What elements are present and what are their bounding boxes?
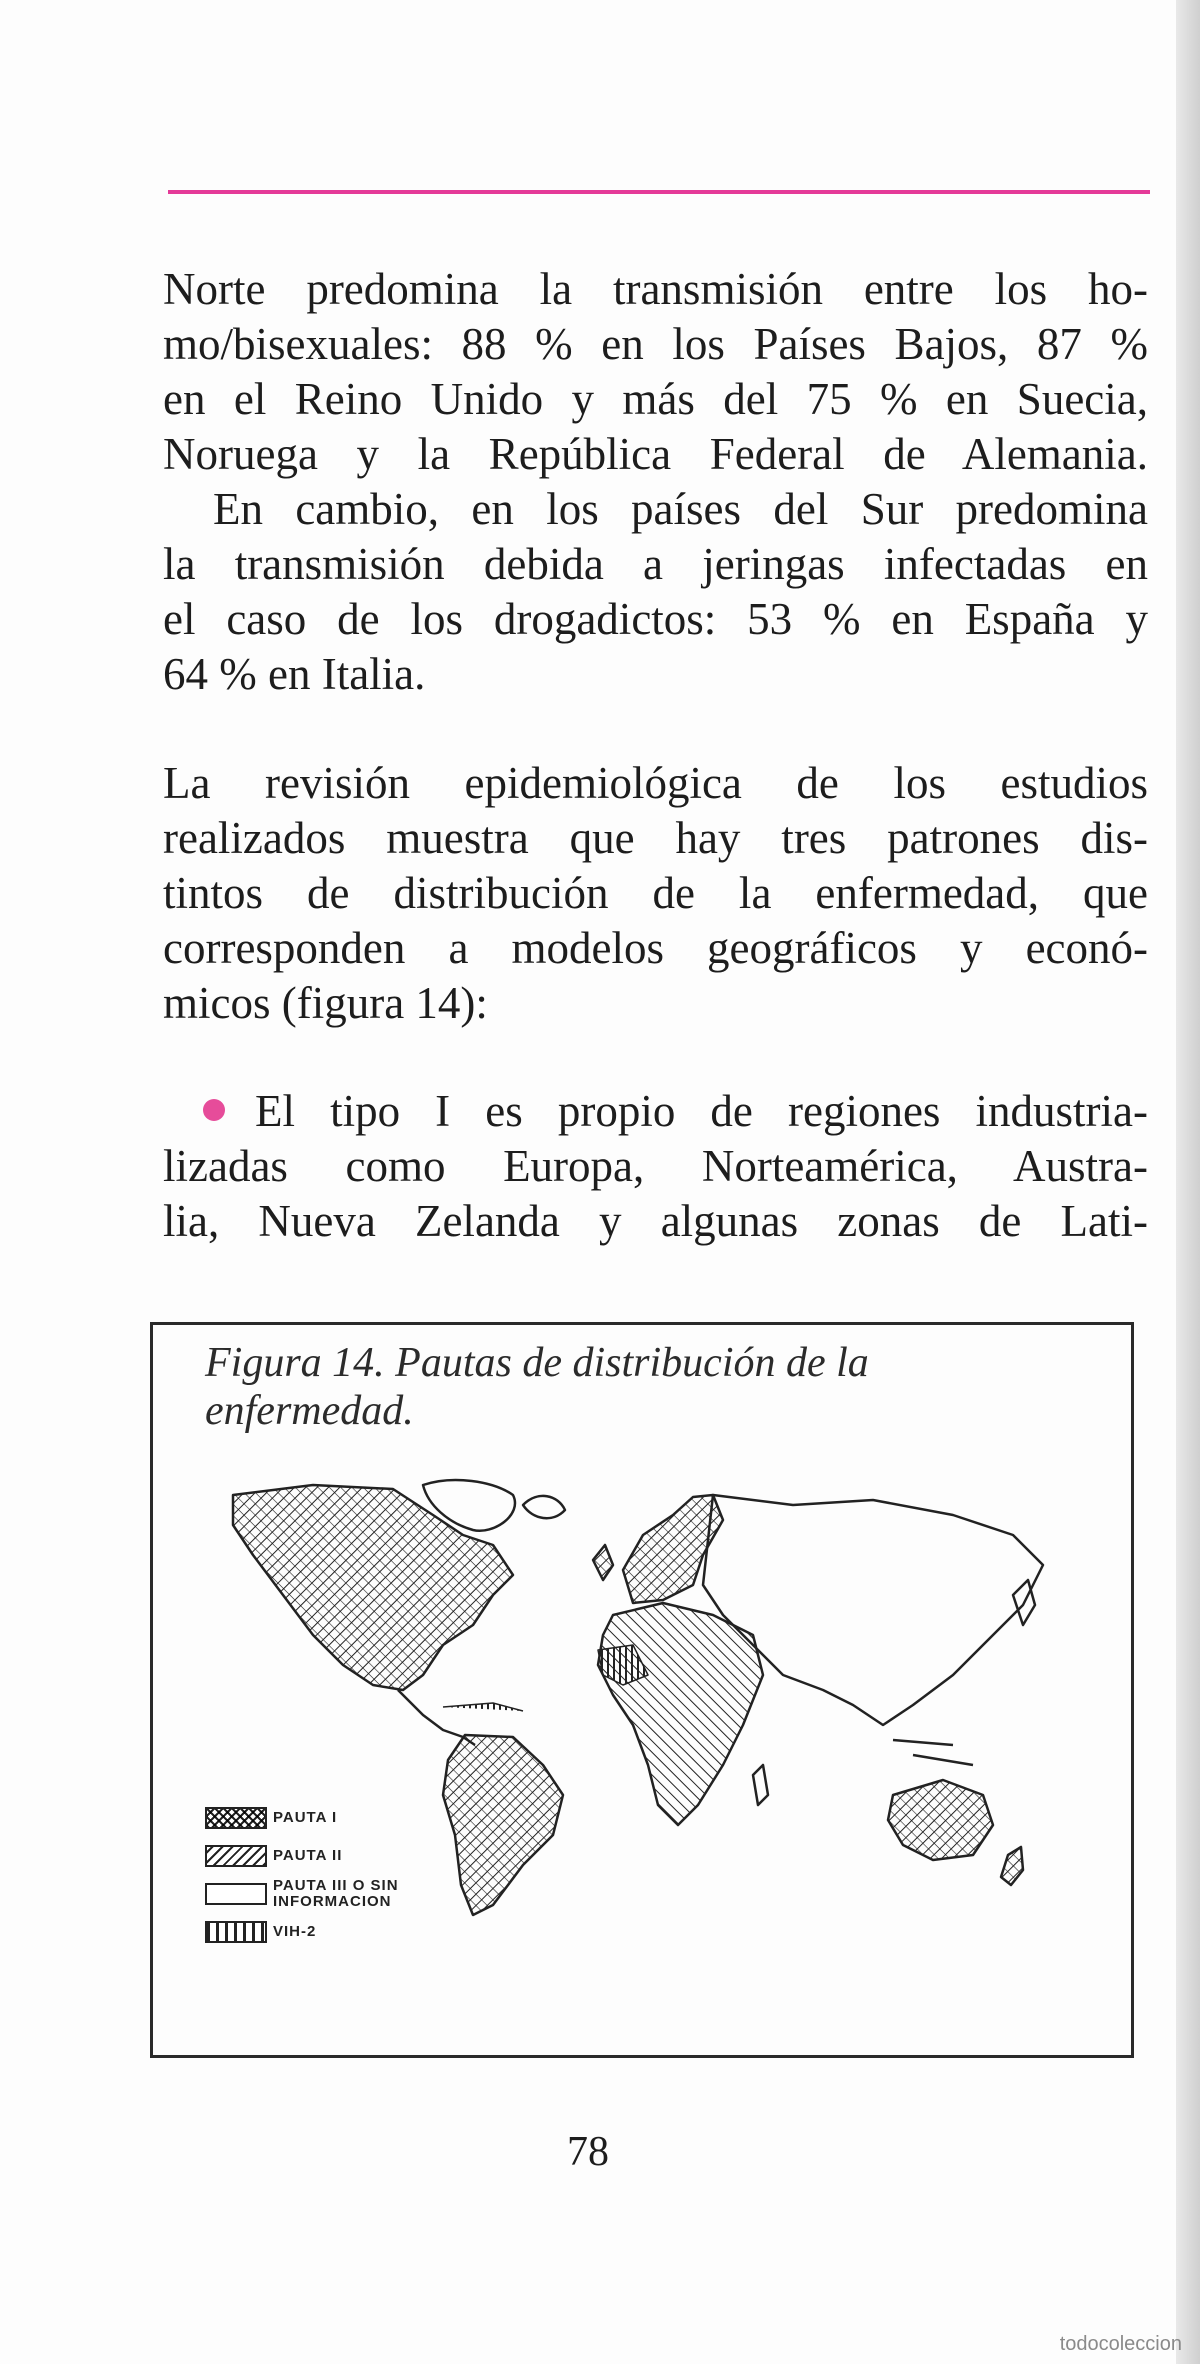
watermark: todocoleccion — [1059, 2333, 1182, 2355]
text-line: la transmisión debida a jeringas infectadas en — [163, 539, 1148, 589]
page-number: 78 — [567, 2129, 609, 2175]
text-line: La revisión epidemiológica de los estudios — [163, 758, 1148, 808]
legend-item-vih-2 — [205, 1913, 399, 1951]
australia-shape — [888, 1780, 993, 1860]
north-america-shape — [233, 1485, 513, 1690]
text-line: El tipo I es propio de regiones industria- — [255, 1086, 1148, 1136]
text-line: lia, Nueva Zelanda y algunas zonas de Lati- — [163, 1196, 1148, 1246]
header-rule — [168, 190, 1150, 194]
legend-label: PAUTA I — [273, 1809, 338, 1826]
new-zealand-shape — [1001, 1847, 1023, 1885]
legend-item-pauta-iii — [205, 1875, 399, 1913]
legend-label — [273, 1878, 399, 1910]
text-line: mo/bisexuales: 88 % en los Países Bajos, 87 % — [163, 319, 1148, 369]
figure-14-box — [150, 1322, 1134, 2058]
text-line: en el Reino Unido y más del 75 % en Suecia, — [163, 374, 1148, 424]
bullet-line — [163, 1084, 1148, 1139]
text-line: corresponden a modelos geográficos y econó- — [163, 923, 1148, 973]
figure-caption — [205, 1339, 985, 1435]
text-line: tintos de distribución de la enfermedad, que — [163, 868, 1148, 918]
text-line: micos (figura 14): — [163, 978, 488, 1028]
legend-item-pauta-ii — [205, 1837, 399, 1875]
legend-label: VIH-2 — [273, 1923, 317, 1940]
legend-label-line: PAUTA III O SIN — [273, 1877, 399, 1894]
map-legend — [205, 1799, 399, 1951]
bullet-type-one — [163, 1084, 1148, 1249]
vertical-hatch-swatch-icon — [205, 1921, 267, 1943]
legend-item-pauta-i — [205, 1799, 399, 1837]
diagonal-hatch-swatch-icon — [205, 1845, 267, 1867]
africa-shape — [598, 1603, 763, 1825]
paragraph-drug-users — [163, 482, 1148, 702]
text-line: Noruega y la República Federal de Alemania. — [163, 429, 1148, 479]
caption-line: Figura 14. Pautas de distribución de la — [205, 1340, 869, 1386]
text-line: lizadas como Europa, Norteamérica, Austra- — [163, 1141, 1148, 1191]
paragraph-epidemiological-review — [163, 756, 1148, 1031]
text-line: Norte predomina la transmisión entre los ho- — [163, 264, 1148, 314]
caption-line: enfermedad. — [205, 1388, 414, 1434]
text-line: 64 % en Italia. — [163, 649, 426, 699]
text-line: el caso de los drogadictos: 53 % en España y — [163, 594, 1148, 644]
uk-shape — [593, 1545, 613, 1580]
indonesia-shape — [893, 1740, 973, 1765]
arctic-island-shape — [523, 1496, 565, 1518]
caribbean-shape — [443, 1703, 523, 1711]
page-edge — [1176, 0, 1200, 2364]
text-line: realizados muestra que hay tres patrones dis- — [163, 813, 1148, 863]
madagascar-shape — [753, 1765, 768, 1805]
blank-swatch-icon — [205, 1883, 267, 1905]
text-line: En cambio, en los países del Sur predomina — [213, 484, 1148, 534]
cross-hatch-swatch-icon — [205, 1807, 267, 1829]
south-america-shape — [443, 1735, 563, 1915]
paragraph-homosexual-transmission — [163, 262, 1148, 482]
bullet-icon — [203, 1099, 225, 1121]
legend-label: PAUTA II — [273, 1847, 343, 1864]
legend-label-line: INFORMACION — [273, 1893, 392, 1910]
